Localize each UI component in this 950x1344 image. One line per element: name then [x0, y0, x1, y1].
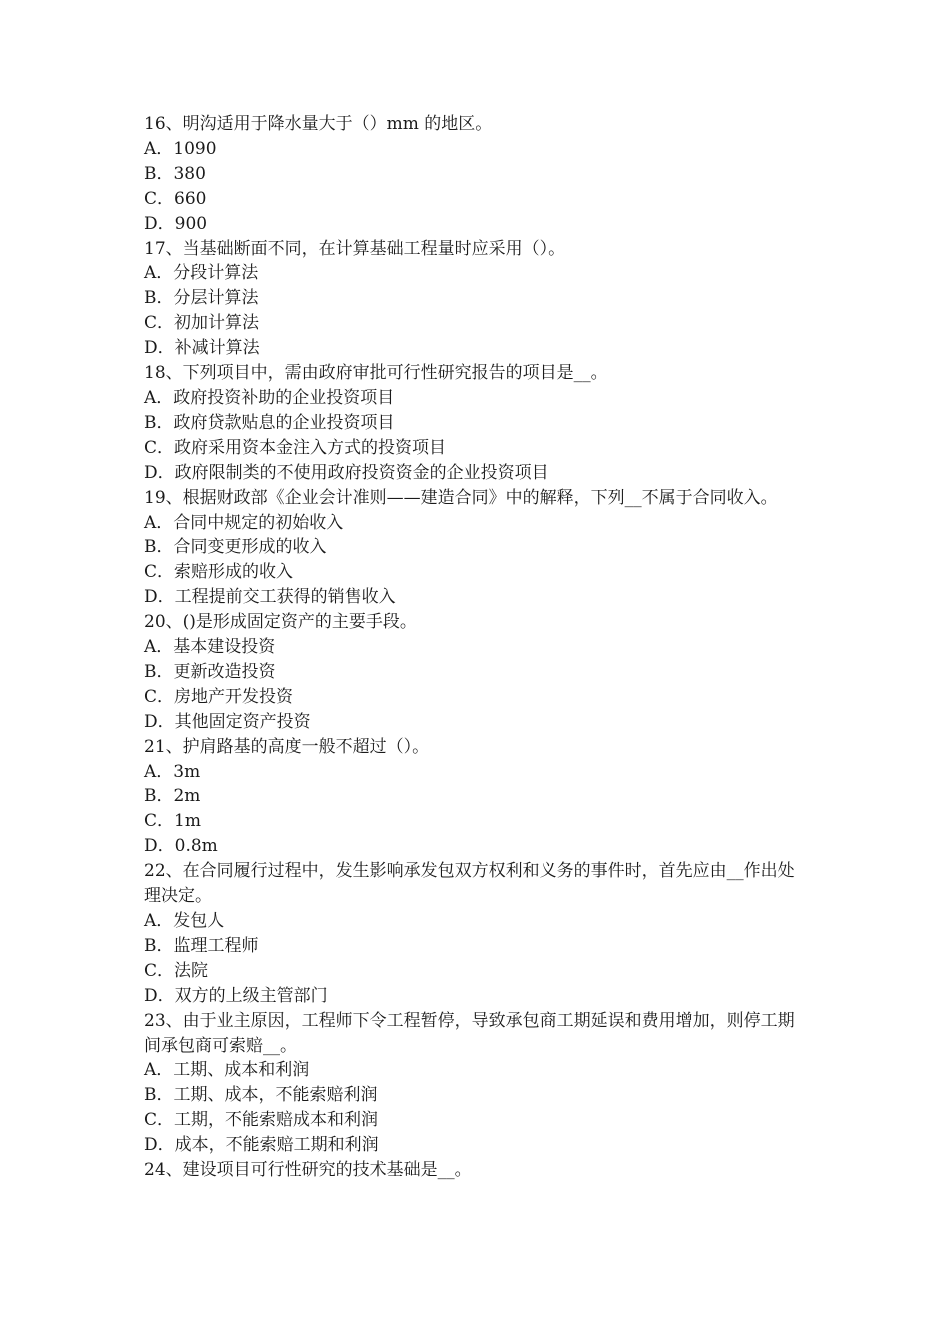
option-a: A．发包人: [144, 911, 225, 931]
option-d: D．补减计算法: [144, 338, 260, 359]
option-d: D．0.8m: [144, 836, 218, 857]
option-a: A．分段计算法: [144, 263, 259, 284]
option-b: B．分层计算法: [144, 288, 259, 309]
option-c: C．法院: [144, 960, 209, 981]
question-stem: 21、护肩路基的高度一般不超过（）。: [144, 736, 430, 757]
option-a: A．合同中规定的初始收入: [144, 512, 344, 533]
option-c: C．工期，不能索赔成本和利润: [144, 1110, 379, 1131]
question-18: [144, 361, 809, 486]
question-stem: 20、()是形成固定资产的主要手段。: [144, 612, 417, 633]
question-19: [144, 486, 809, 611]
option-b: B．更新改造投资: [144, 661, 276, 682]
option-a: A．工期、成本和利润: [144, 1060, 310, 1081]
option-d: D．900: [144, 213, 208, 234]
option-c: C．房地产开发投资: [144, 686, 294, 707]
option-d: D．双方的上级主管部门: [144, 985, 328, 1006]
option-b: B．政府贷款贴息的企业投资项目: [144, 412, 395, 433]
question-stem: 18、下列项目中，需由政府审批可行性研究报告的项目是__。: [144, 363, 608, 384]
option-b: B．合同变更形成的收入: [144, 537, 327, 558]
option-a: A．1090: [144, 138, 217, 159]
question-stem: 17、当基础断面不同，在计算基础工程量时应采用（）。: [144, 238, 566, 259]
option-b: B．监理工程师: [144, 935, 259, 956]
question-22: [144, 859, 809, 1008]
option-d: D．其他固定资产投资: [144, 711, 311, 732]
option-c: C．政府采用资本金注入方式的投资项目: [144, 437, 447, 458]
option-c: C．初加计算法: [144, 313, 260, 334]
question-16: [144, 112, 809, 237]
question-stem: 19、根据财政部《企业会计准则——建造合同》中的解释，下列__不属于合同收入。: [144, 487, 778, 508]
option-b: B．380: [144, 163, 206, 184]
question-stem: 16、明沟适用于降水量大于（）mm 的地区。: [144, 114, 493, 134]
option-b: B．工期、成本，不能索赔利润: [144, 1085, 378, 1106]
question-17: [144, 237, 809, 362]
question-stem: 24、建设项目可行性研究的技术基础是__。: [144, 1160, 472, 1181]
question-23: [144, 1009, 809, 1158]
option-a: A．3m: [144, 761, 201, 782]
question-stem: 23、由于业主原因，工程师下令工程暂停，导致承包商工期延误和费用增加，则停工期间承包商可索赔__。: [144, 1010, 795, 1056]
option-c: C．660: [144, 188, 207, 209]
option-c: C．1m: [144, 811, 201, 832]
option-d: D．工程提前交工获得的销售收入: [144, 587, 396, 608]
question-21: [144, 735, 809, 860]
option-a: A．基本建设投资: [144, 637, 276, 658]
question-20: [144, 610, 809, 735]
option-b: B．2m: [144, 786, 201, 807]
question-stem: 22、在合同履行过程中，发生影响承发包双方权利和义务的事件时，首先应由__作出处理决定。: [144, 861, 795, 907]
option-d: D．成本，不能索赔工期和利润: [144, 1135, 379, 1156]
option-c: C．索赔形成的收入: [144, 562, 294, 583]
question-list: [144, 112, 809, 1183]
option-a: A．政府投资补助的企业投资项目: [144, 387, 395, 408]
option-d: D．政府限制类的不使用政府投资资金的企业投资项目: [144, 462, 549, 483]
question-24: [144, 1158, 809, 1183]
